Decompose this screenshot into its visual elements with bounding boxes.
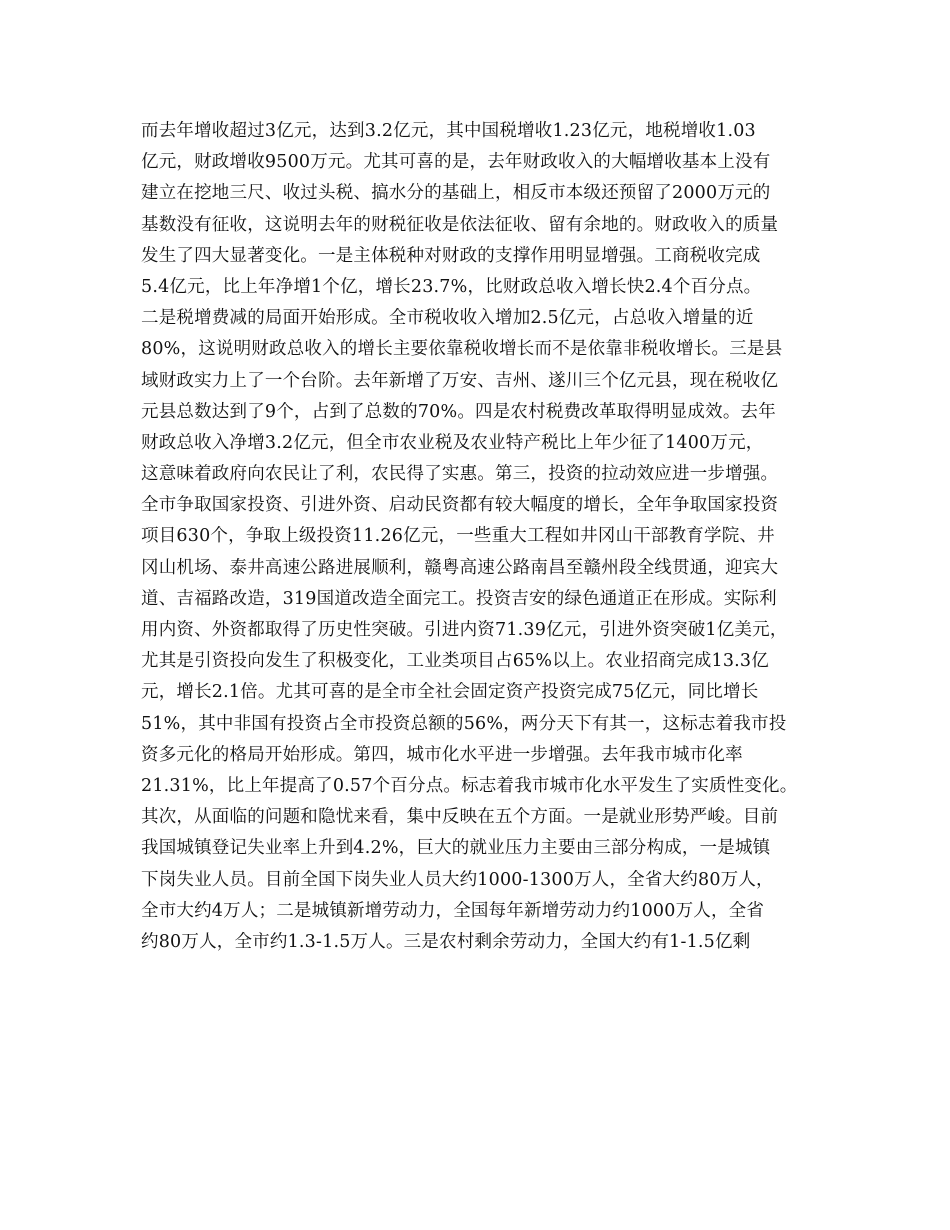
text-line: 元县总数达到了9个，占到了总数的70%。四是农村税费改革取得明显成效。去年 (141, 401, 776, 422)
text-line: 尤其是引资投向发生了积极变化，工业类项目占65%以上。农业招商完成13.3亿 (141, 651, 769, 672)
text-line: 下岗失业人员。目前全国下岗失业人员大约1000-1300万人，全省大约80万人， (141, 869, 774, 890)
text-line: 亿元，财政增收9500万元。尤其可喜的是，去年财政收入的大幅增收基本上没有 (141, 152, 771, 173)
text-line: 资多元化的格局开始形成。第四，城市化水平进一步增强。去年我市城市化率 (141, 744, 743, 765)
text-line: 我国城镇登记失业率上升到4.2%，巨大的就业压力主要由三部分构成，一是城镇 (141, 838, 771, 859)
text-line: 元，增长2.1倍。尤其可喜的是全市全社会固定资产投资完成75亿元，同比增长 (141, 682, 759, 703)
text-line: 域财政实力上了一个台阶。去年新增了万安、吉州、遂川三个亿元县，现在税收亿 (141, 370, 779, 391)
text-line: 这意味着政府向农民让了利，农民得了实惠。第三，投资的拉动效应进一步增强。 (141, 464, 779, 485)
text-line: 项目630个，争取上级投资11.26亿元，一些重大工程如井冈山干部教育学院、井 (141, 526, 775, 547)
text-line: 51%，其中非国有投资占全市投资总额的56%，两分天下有其一，这标志着我市投 (141, 713, 787, 734)
text-line: 80%，这说明财政总收入的增长主要依靠税收增长而不是依靠非税收增长。三是县 (141, 339, 783, 360)
text-line: 道、吉福路改造，319国道改造全面完工。投资吉安的绿色通道正在形成。实际利 (141, 588, 777, 609)
text-line: 用内资、外资都取得了历史性突破。引进内资71.39亿元，引进外资突破1亿美元， (141, 620, 788, 640)
text-line: 其次，从面临的问题和隐忧来看，集中反映在五个方面。一是就业形势严峻。目前 (141, 807, 779, 828)
text-line: 财政总收入净增3.2亿元，但全市农业税及农业特产税比上年少征了1400万元， (141, 432, 764, 453)
text-line: 二是税增费减的局面开始形成。全市税收收入增加2.5亿元，占总收入增量的近 (141, 308, 754, 329)
text-line: 21.31%，比上年提高了0.57个百分点。标志着我市城市化水平发生了实质性变化。 (141, 775, 798, 796)
text-line: 5.4亿元，比上年净增1个亿，增长23.7%，比财政总收入增长快2.4个百分点。 (141, 276, 762, 297)
text-line: 建立在挖地三尺、收过头税、搞水分的基础上，相反市本级还预留了2000万元的 (141, 183, 771, 204)
text-line: 基数没有征收，这说明去年的财税征收是依法征收、留有余地的。财政收入的质量 (141, 214, 779, 235)
text-line: 约80万人，全市约1.3-1.5万人。三是农村剩余劳动力，全国大约有1-1.5亿剩 (141, 931, 751, 952)
text-line: 冈山机场、泰井高速公路进展顺利，赣粤高速公路南昌至赣州段全线贯通，迎宾大 (141, 557, 779, 578)
text-line: 发生了四大显著变化。一是主体税种对财政的支撑作用明显增强。工商税收完成 (141, 245, 761, 266)
text-line: 而去年增收超过3亿元，达到3.2亿元，其中国税增收1.23亿元，地税增收1.03 (141, 121, 756, 141)
text-line: 全市大约4万人；二是城镇新增劳动力，全国每年新增劳动力约1000万人，全省 (141, 900, 765, 921)
text-line: 全市争取国家投资、引进外资、启动民资都有较大幅度的增长，全年争取国家投资 (141, 495, 779, 516)
body-text (141, 116, 811, 958)
